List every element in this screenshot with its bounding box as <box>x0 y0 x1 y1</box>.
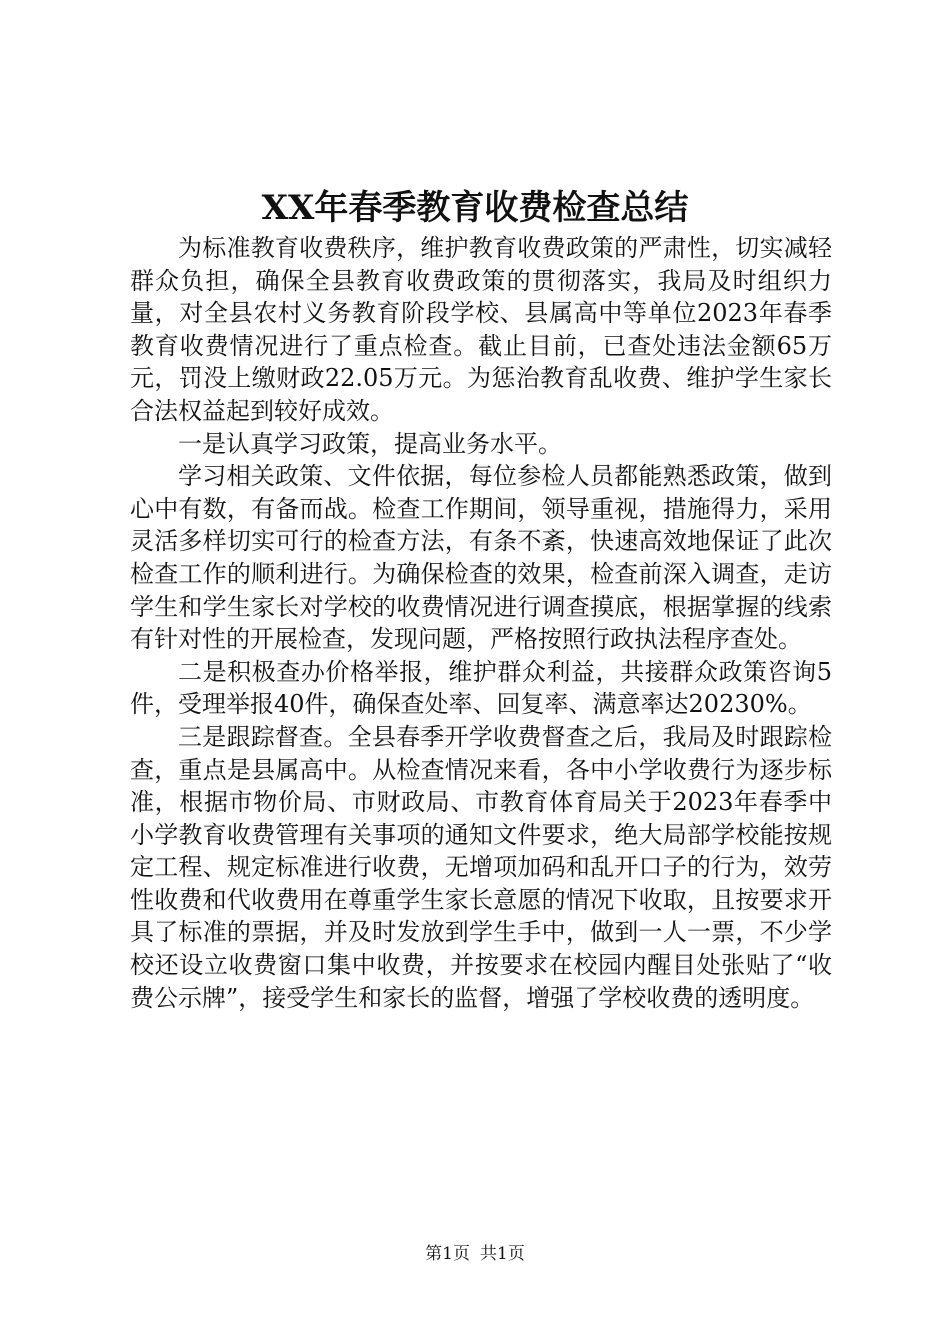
page-number-current: 第1页 <box>425 1244 470 1264</box>
paragraph-point-two: 二是积极查办价格举报，维护群众利益，共接群众政策咨询5件，受理举报40件，确保查处率、回复率、满意率达20230%。 <box>130 657 832 719</box>
paragraph-point-three: 三是跟踪督查。全县春季开学收费督查之后，我局及时跟踪检查，重点是县属高中。从检查情况来看，各中小学收费行为逐步标准，根据市物价局、市财政局、市教育体育局关于2023年春季中小学教育收费管理有关事项的通知文件要求，绝大局部学校能按规定工程、规定标准进行收费，无增项加码和乱开口子的行为，效劳性收费和代收费用在尊重学生家长意愿的情况下收取，且按要求开具了标准的票据，并及时发放到学生手中，做到一人一票，不少学校还设立收费窗口集中收费，并按要求在校园内醒目处张贴了“收费公示牌”，接受学生和家长的监督，增强了学校收费的透明度。 <box>130 722 832 1012</box>
page-number-total: 共1页 <box>480 1244 525 1264</box>
document-body <box>130 232 832 1014</box>
paragraph-point-one-heading: 一是认真学习政策，提高业务水平。 <box>178 429 562 458</box>
paragraph-intro: 为标准教育收费秩序，维护教育收费政策的严肃性，切实减轻群众负担，确保全县教育收费政策的贯彻落实，我局及时组织力量，对全县农村义务教育阶段学校、县属高中等单位2023年春季教育收费情况进行了重点检查。截止目前，已查处违法金额65万元，罚没上缴财政22.05万元。为惩治教育乱收费、维护学生家长合法权益起到较好成效。 <box>130 234 832 425</box>
page-footer <box>0 1243 950 1265</box>
document-title: XX年春季教育收费检查总结 <box>261 188 689 228</box>
paragraph-point-one-detail: 学习相关政策、文件依据，每位参检人员都能熟悉政策，做到心中有数，有备而战。检查工作期间，领导重视，措施得力，采用灵活多样切实可行的检查方法，有条不紊，快速高效地保证了此次检查工作的顺利进行。为确保检查的效果，检查前深入调查，走访学生和学生家长对学校的收费情况进行调查摸底，根据掌握的线索有针对性的开展检查，发现问题，严格按照行政执法程序查处。 <box>130 462 832 654</box>
